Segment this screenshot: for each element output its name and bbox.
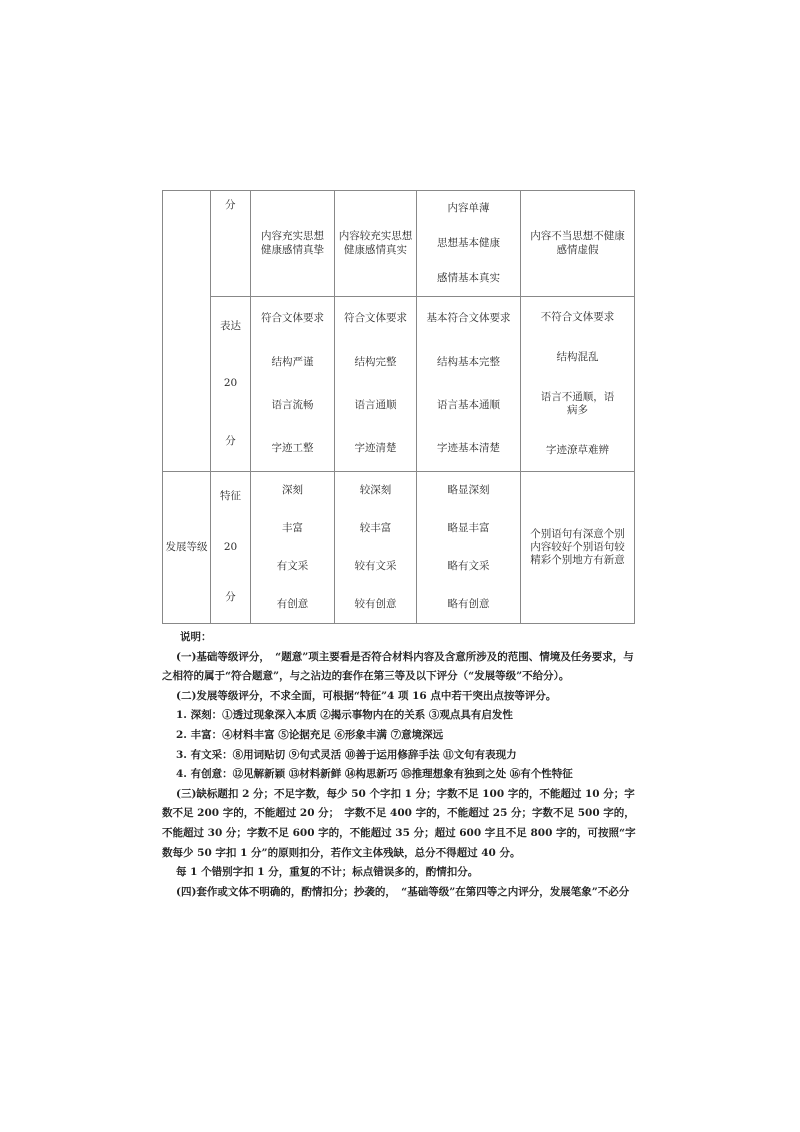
rubric-row-expression bbox=[163, 297, 635, 471]
note-2: (二)发展等级评分，不求全面，可根据“特征”4 项 16 点中若干突出点按等评分。 bbox=[176, 689, 557, 702]
note-1: (一)基础等级评分， “题意”项主要看是否符合材料内容及含意所涉及的范围、情境及任务要求，与之相符的属于“符合题意”，与之沾边的套作在第三等及以下评分（“发展等级”不给分）。 bbox=[162, 650, 634, 683]
note-2-item: 2. 丰富：④材料丰富 ⑤论据充足 ⑥形象丰满 ⑦意境深远 bbox=[176, 728, 444, 741]
rubric-cell: 不符合文体要求 结构混乱 语言不通顺，语病多 字迹潦草难辨 bbox=[521, 297, 635, 471]
rubric-cell: 内容充实思想健康感情真挚 bbox=[251, 191, 335, 297]
rubric-cell: 深刻 丰富 有文采 有创意 bbox=[251, 471, 335, 623]
note-4: 每 1 个错别字扣 1 分，重复的不计；标点错误多的，酌情扣分。 bbox=[176, 866, 479, 879]
rubric-cell: 符合文体要求 结构严谨 语言流畅 字迹工整 bbox=[251, 297, 335, 471]
rubric-cell: 内容较充实思想健康感情真实 bbox=[335, 191, 417, 297]
rubric-row-development bbox=[163, 471, 635, 623]
rubric-cell: 基本符合文体要求 结构基本完整 语言基本通顺 字迹基本清楚 bbox=[417, 297, 521, 471]
note-2-item: 1. 深刻：①透过现象深入本质 ②揭示事物内在的关系 ③观点具有启发性 bbox=[176, 709, 513, 722]
rubric-group-development: 发展等级 bbox=[163, 471, 211, 623]
rubric-cell: 个别语句有深意个别内容较好个别语句较精彩个别地方有新意 bbox=[521, 471, 635, 623]
rubric-row-label bbox=[211, 191, 251, 297]
note-2-item: 3. 有文采：⑧用词贴切 ⑨句式灵活 ⑩善于运用修辞手法 ⑪文句有表现力 bbox=[176, 748, 517, 761]
note-3: (三)缺标题扣 2 分；不足字数，每少 50 个字扣 1 分；字数不足 100 字的，不能超过 10 分；字数不足 200 字的，不能超过 20 分； 字数不足 400 字的，不能超过 25 分；字数不足 500 字的，不能超过 30 分；字数不足 600 字的，不能超过 35 分；超过 600 字且不足 800 字的，可按照“字数每少 50 字扣 1 分”的原则扣分，若作文主体残缺，总分不得超过 40 分。 bbox=[162, 787, 636, 859]
rubric-cell: 略显深刻 略显丰富 略有文采 略有创意 bbox=[417, 471, 521, 623]
scoring-notes bbox=[162, 628, 636, 902]
rubric-row-content bbox=[163, 191, 635, 297]
rubric-cell: 内容不当思想不健康感情虚假 bbox=[521, 191, 635, 297]
rubric-cell: 符合文体要求 结构完整 语言通顺 字迹清楚 bbox=[335, 297, 417, 471]
scoring-rubric-table bbox=[162, 190, 635, 624]
rubric-cell: 内容单薄 思想基本健康 感情基本真实 bbox=[417, 191, 521, 297]
rubric-row-label: 表达 20 分 bbox=[211, 297, 251, 471]
note-5: (四)套作或文体不明确的，酌情扣分；抄袭的， “基础等级”在第四等之内评分，发展笔象”不必分 bbox=[176, 885, 630, 898]
rubric-row-label: 特征 20 分 bbox=[211, 471, 251, 623]
rubric-group-basic bbox=[163, 191, 211, 472]
notes-heading: 说明： bbox=[180, 631, 212, 643]
row-label-fen: 分 bbox=[225, 199, 236, 211]
rubric-cell: 较深刻 较丰富 较有文采 较有创意 bbox=[335, 471, 417, 623]
note-2-item: 4. 有创意：⑫见解新颖 ⑬材料新鲜 ⑭构思新巧 ⑮推理想象有独到之处 ⑯有个性特征 bbox=[176, 768, 573, 781]
